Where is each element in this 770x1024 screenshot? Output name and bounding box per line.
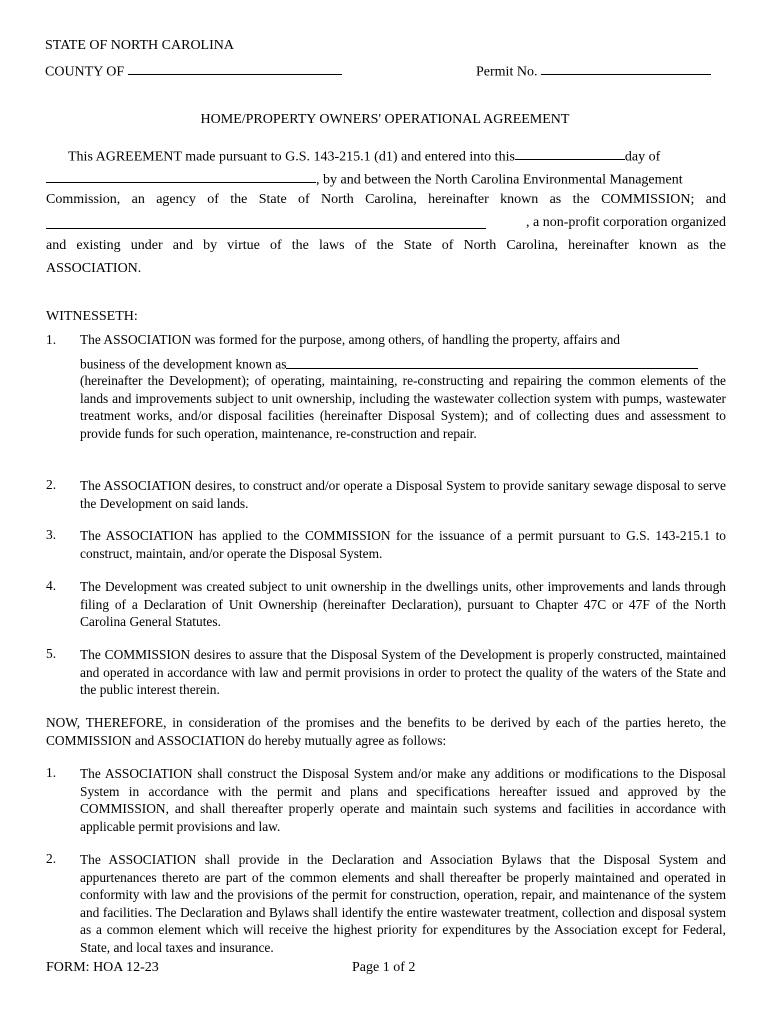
witness-item-5-text: The COMMISSION desires to assure that the Disposal System of the Development is properly constructed, maintained and operated in accordance with law and permit provisions in order to protect the quality of the waters of the State and the public interest therein. bbox=[80, 647, 726, 697]
agreement-item-1-text: The ASSOCIATION shall construct the Disposal System and/or make any additions or modifications to the Disposal System in accordance with the permit and plans and specifications hereafter issued and approved by the COMMISSION, and shall thereafter properly operate and maintain such systems and facilities in accordance with applicable permit provisions and law. bbox=[80, 766, 726, 834]
now-therefore-paragraph: NOW, THEREFORE, in consideration of the promises and the benefits to be derived by each of the parties hereto, the COMMISSION and ASSOCIATION do hereby mutually agree as follows: bbox=[46, 715, 726, 748]
agreement-item-2-text: The ASSOCIATION shall provide in the Declaration and Association Bylaws that the Disposal System and appurtenances thereto are part of the common elements and shall thereafter be properly maintained and operated in conformity with law and the provisions of the permit for construction, operation, repair, and maintenance of the system and facilities. The Declaration and Bylaws shall identify the entire wastewater treatment, collection and disposal system as a common element which will receive the highest priority for expenditures by the Association except for Federal, State, and local taxes and insurance. bbox=[80, 852, 726, 955]
development-name-field[interactable] bbox=[286, 355, 698, 369]
association-name-field[interactable] bbox=[46, 215, 486, 229]
witness-item-2-text: The ASSOCIATION desires, to construct and/or operate a Disposal System to provide sanitary sewage disposal to serve the Development on said lands. bbox=[80, 478, 726, 511]
intro-line-4: , a non-profit corporation organized bbox=[46, 215, 726, 234]
page-number: Page 1 of 2 bbox=[352, 960, 416, 975]
witness-item-3-number: 3. bbox=[46, 527, 57, 542]
county-field[interactable] bbox=[128, 61, 342, 75]
witness-item-3-text: The ASSOCIATION has applied to the COMMISSION for the issuance of a permit pursuant to G.S. 143-215.1 to construct, maintain, and/or operate the Disposal System. bbox=[80, 528, 726, 561]
witness-item-1-text: (hereinafter the Development); of operating, maintaining, re-constructing and repairing the common elements of the lands and improvements subject to unit ownership, including the wastewater collection system with pumps, wastewater treatment works, and/or disposal facilities (hereinafter Disposal System); and of collecting dues and assessment to provide funds for such operation, maintenance, re-construction and repair. bbox=[80, 373, 726, 441]
intro-line-2: , by and between the North Carolina Environmental Management bbox=[46, 169, 683, 188]
county-line bbox=[45, 61, 342, 80]
agreement-item-2-number: 2. bbox=[46, 851, 57, 866]
witnesseth-heading: WITNESSETH: bbox=[46, 309, 138, 324]
intro-line-3: Commission, an agency of the State of North Carolina, hereinafter known as the COMMISSION; and bbox=[46, 192, 726, 207]
intro-line-5: and existing under and by virtue of the laws of the State of North Carolina, hereinafter known as the bbox=[46, 238, 726, 253]
witness-item-4-text: The Development was created subject to unit ownership in the dwellings units, other improvements and lands through filing of a Declaration of Unit Ownership (hereinafter Declaration), pursuant to Chapter 47C or 47F of the North Carolina General Statutes. bbox=[80, 579, 726, 629]
witness-item-1-line-2: business of the development known as bbox=[80, 355, 698, 373]
form-number: FORM: HOA 12-23 bbox=[46, 960, 159, 975]
intro-line-6: ASSOCIATION. bbox=[46, 261, 142, 276]
permit-label: Permit No. bbox=[476, 64, 538, 80]
intro-line-1: This AGREEMENT made pursuant to G.S. 143-215.1 (d1) and entered into this day of bbox=[68, 146, 660, 165]
state-heading: STATE OF NORTH CAROLINA bbox=[45, 38, 234, 53]
permit-line bbox=[476, 61, 711, 80]
witness-item-1-number: 1. bbox=[46, 332, 57, 347]
county-label: COUNTY OF bbox=[45, 64, 125, 80]
document-title: HOME/PROPERTY OWNERS' OPERATIONAL AGREEMENT bbox=[200, 112, 570, 127]
agreement-year-field[interactable] bbox=[46, 169, 316, 183]
agreement-date-field[interactable] bbox=[515, 146, 625, 160]
witness-item-1-line-1: The ASSOCIATION was formed for the purpose, among others, of handling the property, affairs and bbox=[80, 332, 620, 347]
permit-number-field[interactable] bbox=[541, 61, 711, 75]
witness-item-5-number: 5. bbox=[46, 646, 57, 661]
agreement-item-1-number: 1. bbox=[46, 765, 57, 780]
witness-item-2-number: 2. bbox=[46, 477, 57, 492]
witness-item-4-number: 4. bbox=[46, 578, 57, 593]
